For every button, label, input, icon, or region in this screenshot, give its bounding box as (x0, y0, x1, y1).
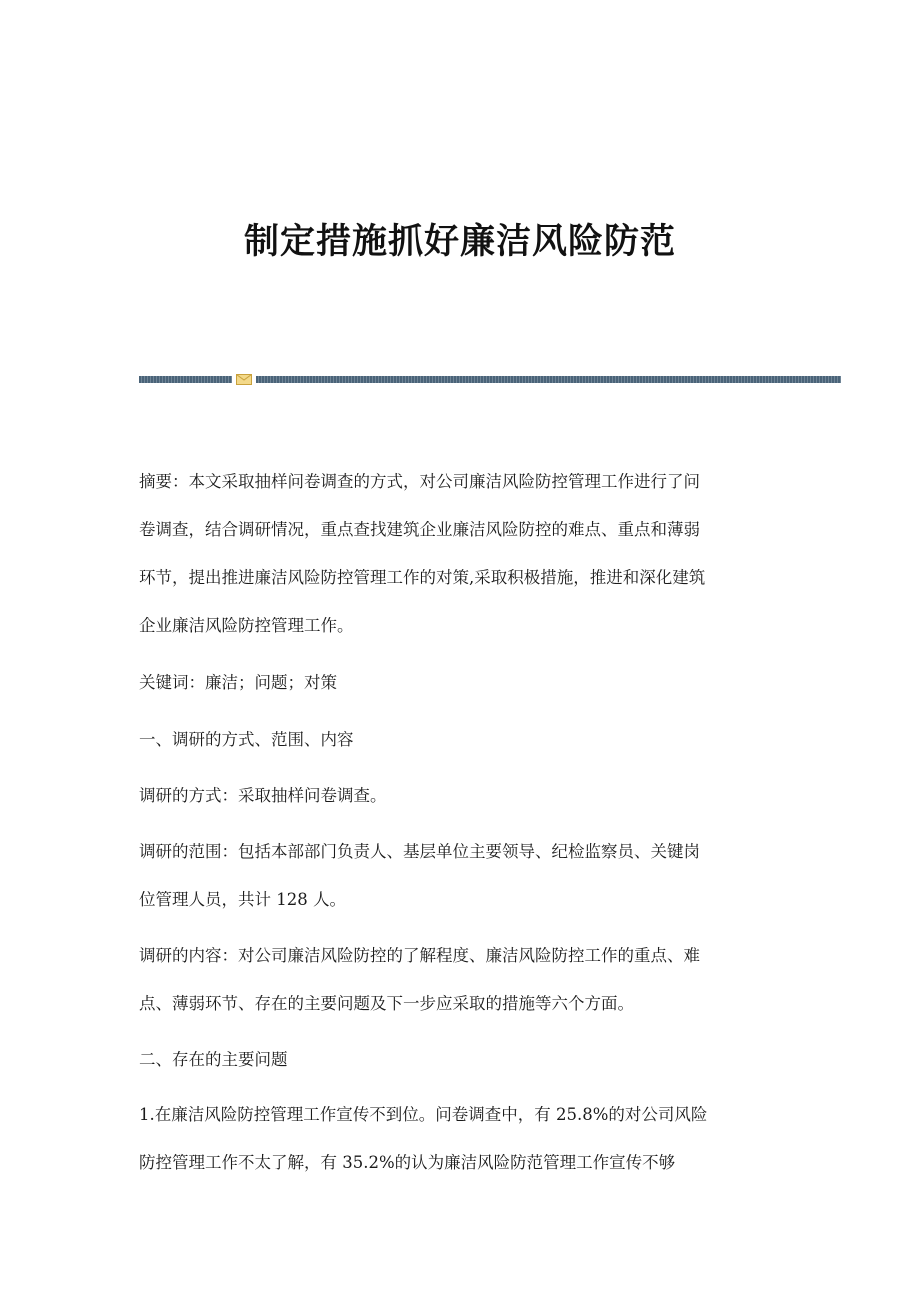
document-title: 制定措施抓好廉洁风险防范 (243, 221, 676, 262)
text-line: 环节，提出推进廉洁风险防控管理工作的对策,采取积极措施，推进和深化建筑 (139, 568, 706, 587)
research-method-paragraph (139, 772, 789, 820)
text-line: 企业廉洁风险防控管理工作。 (139, 616, 354, 635)
envelope-icon (236, 374, 252, 385)
text-line: 关键词：廉洁；问题；对策 (139, 673, 337, 692)
keywords-paragraph (139, 659, 789, 707)
text-line: 调研的内容：对公司廉洁风险防控的了解程度、廉洁风险防控工作的重点、难 (139, 946, 700, 965)
section-heading-two (139, 1036, 789, 1084)
research-scope-paragraph (139, 828, 789, 924)
divider-left-segment (139, 376, 232, 383)
text-line: 一、调研的方式、范围、内容 (139, 730, 354, 749)
text-line: 防控管理工作不太了解，有 35.2%的认为廉洁风险防范管理工作宣传不够 (139, 1153, 676, 1172)
section-heading-one (139, 716, 789, 764)
text-line: 调研的方式：采取抽样问卷调查。 (139, 786, 387, 805)
text-line: 位管理人员，共计 128 人。 (139, 890, 346, 909)
text-line: 点、薄弱环节、存在的主要问题及下一步应采取的措施等六个方面。 (139, 994, 634, 1013)
research-content-paragraph (139, 932, 789, 1028)
text-line: 1.在廉洁风险防控管理工作宣传不到位。问卷调查中，有 25.8%的对公司风险 (139, 1105, 708, 1124)
divider-right-segment (256, 376, 841, 383)
text-line: 二、存在的主要问题 (139, 1050, 288, 1069)
text-line: 卷调查，结合调研情况，重点查找建筑企业廉洁风险防控的难点、重点和薄弱 (139, 520, 700, 539)
title-divider (139, 375, 841, 384)
abstract-paragraph (139, 458, 789, 650)
text-line: 摘要：本文采取抽样问卷调查的方式，对公司廉洁风险防控管理工作进行了问 (139, 472, 700, 491)
text-line: 调研的范围：包括本部部门负责人、基层单位主要领导、纪检监察员、关键岗 (139, 842, 700, 861)
problem-one-paragraph (139, 1091, 789, 1187)
